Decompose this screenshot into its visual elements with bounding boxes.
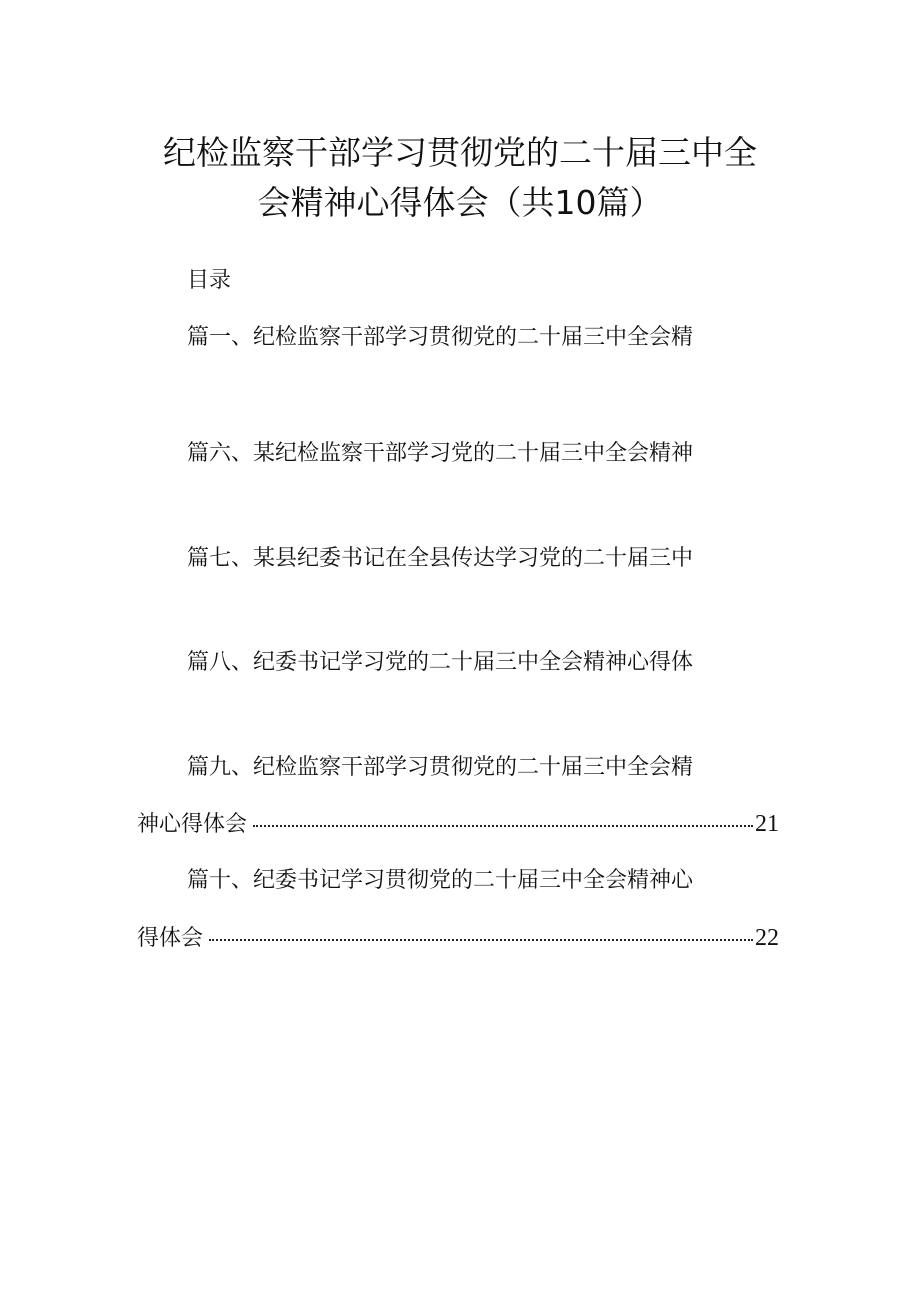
document-title-line1: 纪检监察干部学习贯彻党的二十届三中全 bbox=[163, 133, 757, 172]
toc-entry-10-line2: 得体会 bbox=[137, 926, 204, 951]
toc-entry-8[interactable]: 篇八、纪委书记学习党的二十届三中全会精神心得体 bbox=[187, 650, 694, 675]
toc-entry-9-continuation[interactable] bbox=[137, 809, 779, 840]
toc-entry-10-continuation[interactable] bbox=[137, 923, 779, 954]
toc-entry-6[interactable]: 篇六、某纪检监察干部学习党的二十届三中全会精神 bbox=[187, 441, 694, 466]
toc-heading: 目录 bbox=[187, 268, 232, 293]
toc-entry-9-page: 21 bbox=[755, 811, 779, 837]
toc-entry-10-page: 22 bbox=[755, 925, 779, 951]
toc-dot-leader bbox=[209, 937, 753, 941]
toc-entry-1[interactable]: 篇一、纪检监察干部学习贯彻党的二十届三中全会精 bbox=[187, 325, 694, 350]
toc-entry-7[interactable]: 篇七、某县纪委书记在全县传达学习党的二十届三中 bbox=[187, 546, 694, 571]
toc-dot-leader bbox=[253, 823, 753, 827]
document-title-line2: 会精神心得体会（共10篇） bbox=[257, 183, 663, 222]
toc-entry-10[interactable]: 篇十、纪委书记学习贯彻党的二十届三中全会精神心 bbox=[187, 868, 694, 893]
toc-entry-9-line2: 神心得体会 bbox=[137, 812, 248, 837]
toc-entry-9[interactable]: 篇九、纪检监察干部学习贯彻党的二十届三中全会精 bbox=[187, 755, 694, 780]
